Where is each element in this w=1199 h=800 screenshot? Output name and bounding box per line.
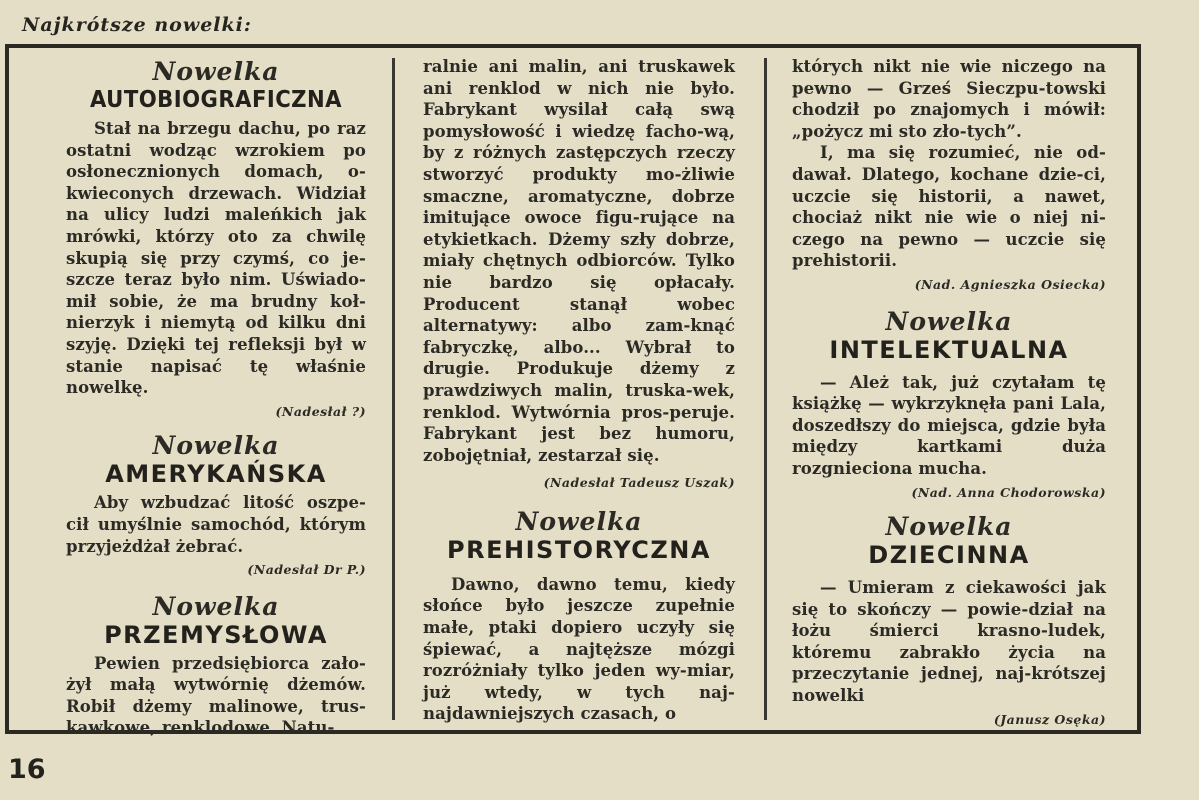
section-kicker: Nowelka bbox=[515, 506, 643, 536]
story-text: Dawno, dawno temu, kiedy słońce było jeszcze zupełnie małe, ptaki dopiero uczyły się śpiewać, a najtęższe mózgi rozróżniały tylko jeden wy-miar, już wtedy, w tych naj-najdawniejszych czasach, o bbox=[423, 574, 735, 724]
story-text-continued: ralnie ani malin, ani truskawek ani renklod w nich nie było. Fabrykant wysilał całą swą pomysłowość i wiedzę facho-wą, by z różnych zastępczych rzeczy stworzyć produkty mo-żliwie smaczne, aromatyczne, dobrze imitujące owoce figu-rujące na etykietkach. Dżemy szły dobrze, miały chętnych odbiorców. Tylko nie bardzo się opłacały. Producent stanął wobec alternatywy: albo zam-knąć fabryczkę, albo... Wybrał to drugie. Produkuje dżemy z prawdziwych malin, truska-wek, renklod. Wytwórnia pros-peruje. Fabrykant jest bez humoru, zobojętniał, zestarzał się. bbox=[423, 57, 735, 465]
section-kicker: Nowelka bbox=[152, 431, 280, 461]
page-header: Najkrótsze nowelki: bbox=[22, 14, 252, 36]
author-credit: (Nadesłał Dr P.) bbox=[247, 562, 366, 578]
column-divider-left bbox=[392, 58, 395, 720]
section-title-intelektualna: INTELEKTUALNA bbox=[829, 335, 1069, 364]
section-title-przemyslowa: PRZEMYSŁOWA bbox=[104, 620, 328, 649]
section-title-dziecinna: DZIECINNA bbox=[868, 541, 1030, 570]
section-kicker: Nowelka bbox=[885, 512, 1013, 542]
column-divider-right bbox=[764, 58, 767, 720]
story-text: I, ma się rozumieć, nie od-dawał. Dlatego, kochane dzie-ci, uczcie się historii, a nawet, chociaż nikt nie wie o niej ni-czego na pewno — uczcie się prehistorii. bbox=[792, 143, 1106, 271]
section-kicker: Nowelka bbox=[885, 306, 1013, 336]
section-kicker: Nowelka bbox=[152, 591, 280, 621]
story-text: Pewien przedsiębiorca zało-żył małą wytwórnię dżemów. Robił dżemy malinowe, trus-kawkowe, renklodowe. Natu- bbox=[66, 653, 366, 738]
page-number: 16 bbox=[8, 754, 46, 785]
author-credit: (Nad. Agnieszka Osiecka) bbox=[914, 276, 1106, 292]
story-text: Stał na brzegu dachu, po raz ostatni wodząc wzrokiem po osłonecznionych domach, o-kwieconych drzewach. Widział na ulicy ludzi maleńkich jak mrówki, którzy oto za chwilę skupią się przy czymś, co je-szcze teraz było nim. Uświado-mił sobie, że ma brudny koł-nierzyk i niemytą od kilku dni szyję. Dzięki tej refleksji był w stanie napisać tę właśnie nowelkę. bbox=[66, 119, 366, 398]
author-credit: (Janusz Osęka) bbox=[993, 711, 1106, 727]
column-2 bbox=[423, 56, 735, 730]
story-text: — Umieram z ciekawości jak się to skończy — powie-dział na łożu śmierci krasno-ludek, któremu zabrakło życia na przeczytanie jednej, naj-krótszej nowelki bbox=[792, 578, 1106, 706]
section-title-prehistoryczna: PREHISTORYCZNA bbox=[447, 535, 711, 564]
author-credit: (Nadesłał ?) bbox=[275, 403, 366, 419]
section-title-amerykanska: AMERYKAŃSKA bbox=[105, 460, 327, 489]
section-kicker: Nowelka bbox=[152, 57, 280, 86]
author-credit: (Nad. Anna Chodorowska) bbox=[911, 484, 1106, 500]
column-3 bbox=[792, 56, 1106, 730]
section-title-autobiograficzna: AUTOBIOGRAFICZNA bbox=[89, 87, 342, 113]
story-text-continued: których nikt nie wie niczego na pewno — Grześ Sieczpu-towski chodził po znajomych i mówił: „pożycz mi sto zło-tych”. bbox=[792, 57, 1106, 141]
author-credit: (Nadesłał Tadeusz Uszak) bbox=[543, 475, 735, 491]
column-1 bbox=[66, 57, 366, 738]
story-text: Aby wzbudzać litość oszpe-cił umyślnie samochód, którym przyjeżdżał żebrać. bbox=[66, 493, 366, 556]
story-text: — Ależ tak, już czytałam tę książkę — wykrzyknęła pani Lala, doszedłszy do miejsca, gdzie była między kartkami duża rozgnieciona mucha. bbox=[792, 372, 1106, 478]
